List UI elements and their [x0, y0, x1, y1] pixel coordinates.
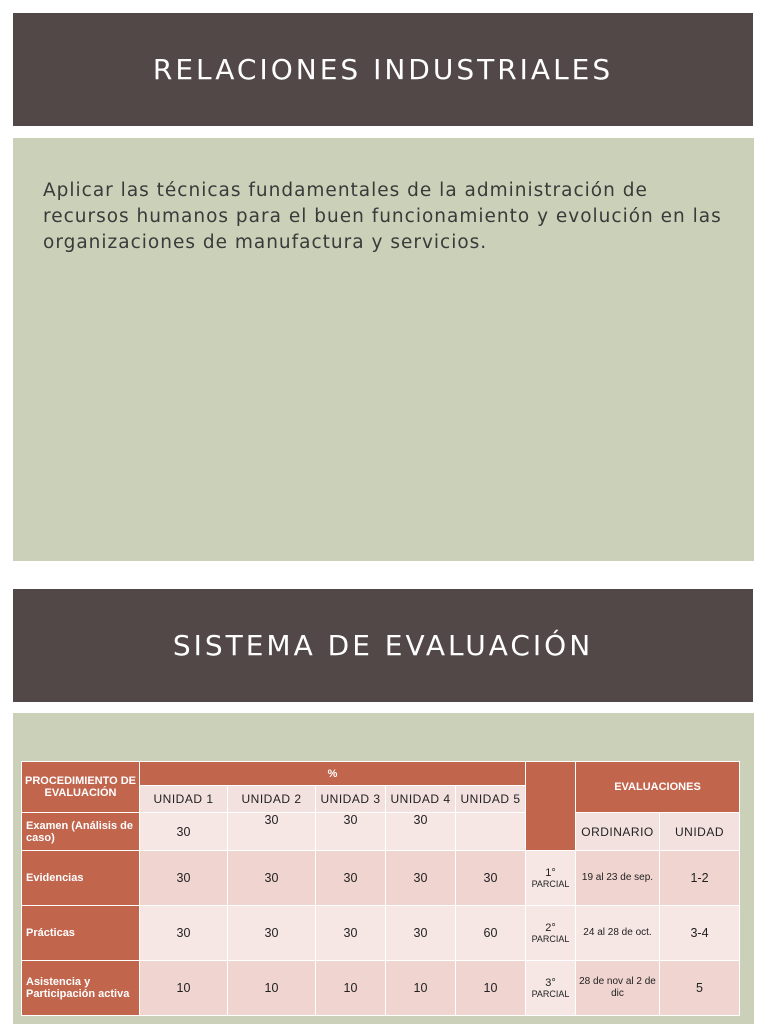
table-cell: 10 [228, 961, 316, 1016]
unit-header: UNIDAD 1 [140, 786, 228, 813]
row-label-examen: Examen (Análisis de caso) [22, 813, 140, 851]
unit-header: UNIDAD 4 [386, 786, 456, 813]
ordinario-date: 28 de nov al 2 de dic [576, 961, 660, 1016]
table-cell: 30 [386, 906, 456, 961]
table-cell: 30 [386, 813, 456, 851]
parcial-number: 2° [545, 922, 556, 934]
parcial-number: 1° [545, 867, 556, 879]
unidad-range: 5 [660, 961, 740, 1016]
table-cell: 10 [386, 961, 456, 1016]
row-label-asistencia: Asistencia y Participación activa [22, 961, 140, 1016]
objective-panel [13, 138, 754, 561]
evaluation-table [21, 761, 740, 1016]
row-label-evidencias: Evidencias [22, 851, 140, 906]
evaluation-panel [13, 713, 754, 1024]
table-cell: 30 [386, 851, 456, 906]
eval-subheader-unidad: UNIDAD [660, 813, 740, 851]
parcial-cell [526, 906, 576, 961]
unit-header: UNIDAD 5 [456, 786, 526, 813]
unidad-range: 1-2 [660, 851, 740, 906]
unit-header: UNIDAD 3 [316, 786, 386, 813]
table-cell: 30 [316, 906, 386, 961]
parcial-cell [526, 961, 576, 1016]
parcial-label: PARCIAL [531, 934, 570, 944]
table-cell [456, 813, 526, 851]
table-cell: 30 [140, 851, 228, 906]
parcial-cell [526, 851, 576, 906]
slide-title: RELACIONES INDUSTRIALES [152, 53, 614, 86]
table-cell: 30 [140, 906, 228, 961]
procedure-header: PROCEDIMIENTO DE EVALUACIÓN [22, 762, 140, 813]
table-cell: 30 [228, 813, 316, 851]
ordinario-date: 24 al 28 de oct. [576, 906, 660, 961]
objective-text: Aplicar las técnicas fundamentales de la administración de recursos humanos para el buen funcionamiento y evolución en las organizaciones de manufactura y servicios. [43, 180, 722, 253]
table-cell: 30 [228, 906, 316, 961]
table-cell: 30 [228, 851, 316, 906]
row-label-practicas: Prácticas [22, 906, 140, 961]
table-cell: 30 [456, 851, 526, 906]
section-title: SISTEMA DE EVALUACIÓN [172, 629, 594, 662]
table-cell: 10 [316, 961, 386, 1016]
unidad-range: 3-4 [660, 906, 740, 961]
table-cell: 30 [140, 813, 228, 851]
table-cell: 10 [456, 961, 526, 1016]
ordinario-date: 19 al 23 de sep. [576, 851, 660, 906]
percent-header: % [140, 762, 526, 786]
evaluations-header: EVALUACIONES [576, 762, 740, 813]
unit-header: UNIDAD 2 [228, 786, 316, 813]
table-cell: 30 [316, 813, 386, 851]
parcial-label: PARCIAL [531, 989, 570, 999]
table-cell: 30 [316, 851, 386, 906]
parcial-number: 3° [545, 977, 556, 989]
table-cell: 10 [140, 961, 228, 1016]
eval-subheader-ordinario: ORDINARIO [576, 813, 660, 851]
parcial-header-blank [526, 762, 576, 851]
slide-title-banner [13, 13, 753, 126]
section-title-banner [13, 589, 753, 702]
parcial-label: PARCIAL [531, 879, 570, 889]
table-cell: 60 [456, 906, 526, 961]
